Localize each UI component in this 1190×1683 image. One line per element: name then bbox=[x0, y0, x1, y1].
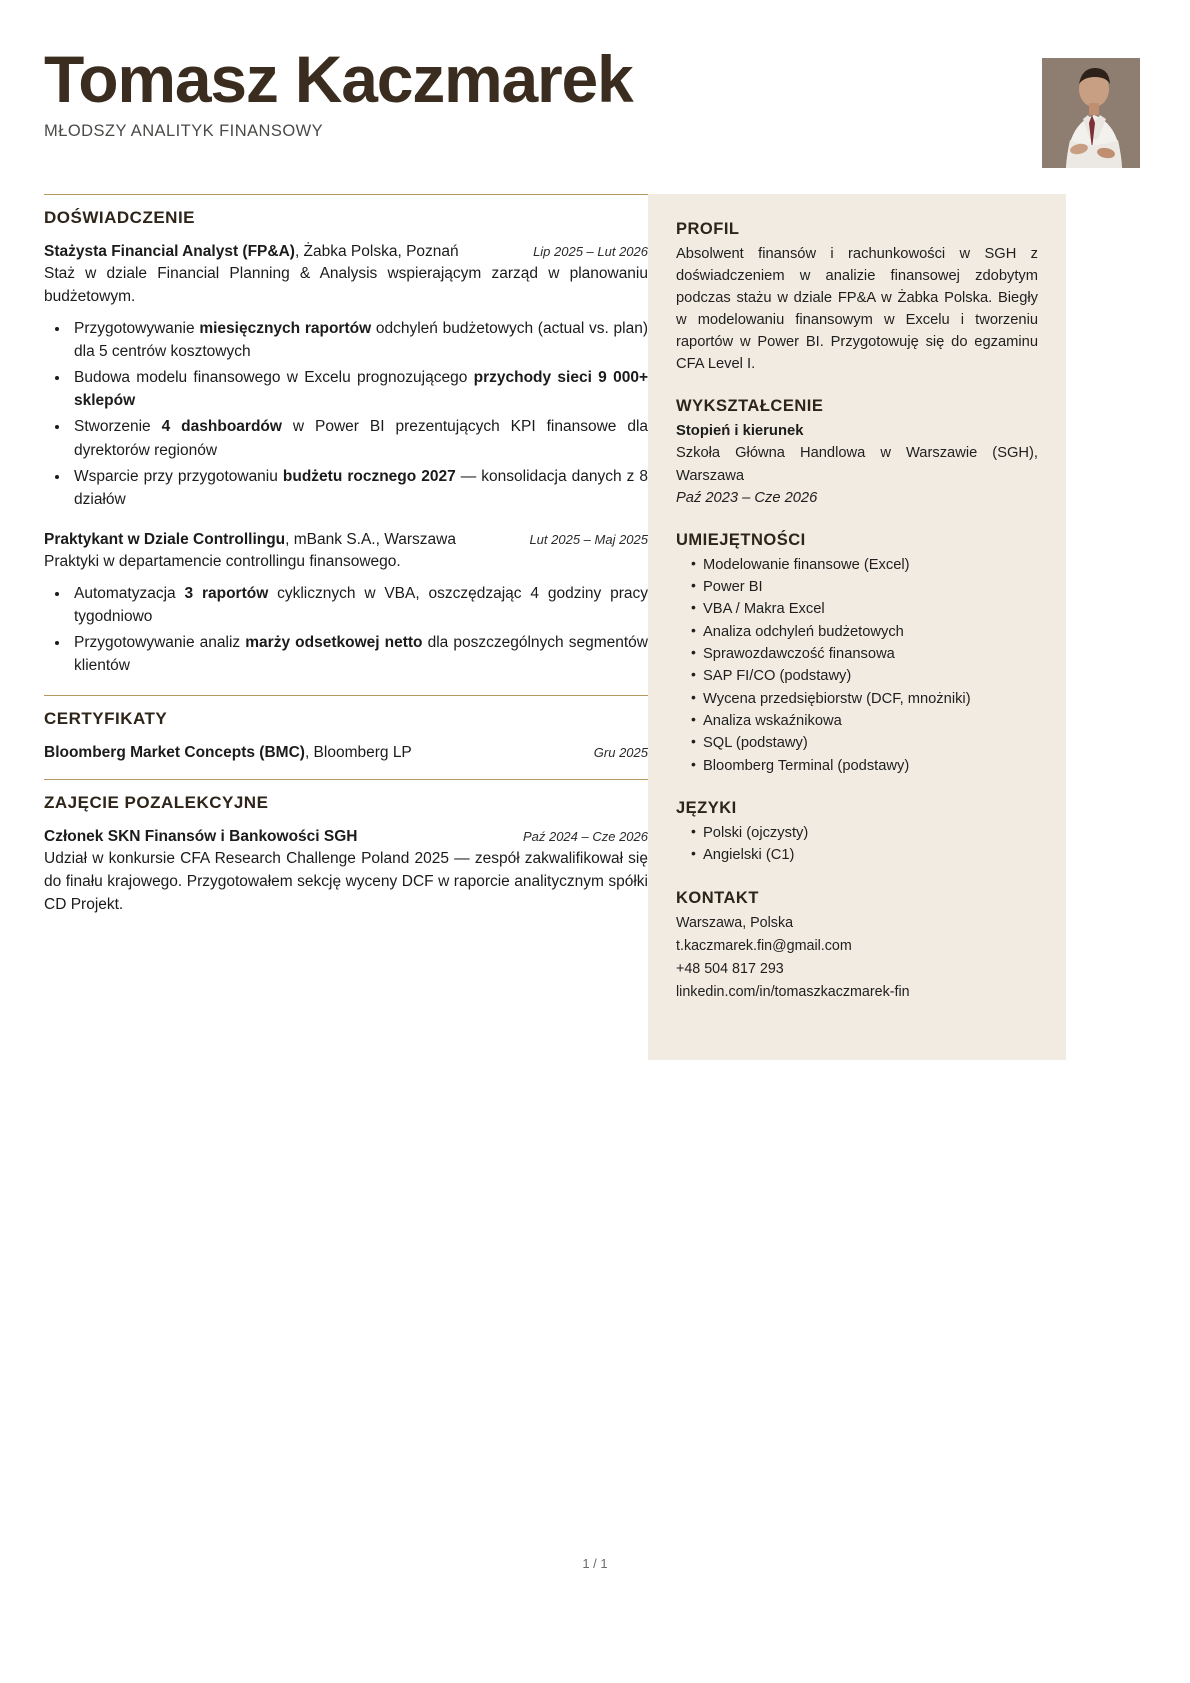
entry-bullets bbox=[44, 582, 648, 677]
contact-linkedin[interactable]: linkedin.com/in/tomaszkaczmarek-fin bbox=[676, 984, 910, 1001]
section-certificates bbox=[44, 695, 648, 764]
bullet-pre: Przygotowywanie bbox=[74, 320, 200, 338]
bullet-post: dla poszczególnych segmentów klientów bbox=[74, 634, 648, 675]
bullet-item bbox=[70, 366, 648, 412]
language-item: • Polski (ojczysty) bbox=[691, 822, 1038, 844]
resume-body bbox=[0, 194, 1190, 1060]
entry-date: Paź 2024 – Cze 2026 bbox=[522, 828, 648, 844]
section-experience bbox=[44, 194, 648, 677]
sidebar-title-languages: JĘZYKI bbox=[676, 799, 737, 818]
bullet-pre: Automatyzacja bbox=[74, 585, 185, 603]
skill-item: • Modelowanie finansowe (Excel) bbox=[691, 554, 1038, 576]
certificate-name: Bloomberg Market Concepts (BMC) bbox=[44, 744, 305, 762]
bullet-pre: Przygotowywanie analiz bbox=[74, 634, 246, 652]
skill-item: • SAP FI/CO (podstawy) bbox=[691, 665, 1038, 687]
section-title-experience: DOŚWIADCZENIE bbox=[44, 208, 195, 227]
entry-date: Lut 2025 – Maj 2025 bbox=[529, 531, 648, 547]
contact-email[interactable]: t.kaczmarek.fin@gmail.com bbox=[676, 937, 852, 954]
entry-title bbox=[44, 241, 459, 263]
activity-name: Członek SKN Finansów i Bankowości SGH bbox=[44, 827, 358, 845]
bullet-bold: budżetu rocznego 2027 bbox=[282, 467, 456, 485]
bullet-post: cyklicznych w VBA, oszczędzając 4 godziny pracy tygodniowo bbox=[74, 585, 649, 626]
entry-role: Praktykant w Dziale Controllingu bbox=[44, 530, 286, 548]
entry-header bbox=[44, 742, 648, 764]
section-divider bbox=[44, 695, 648, 696]
entry-company: , Żabka Polska, Poznań bbox=[294, 243, 459, 260]
entry-header bbox=[44, 529, 648, 551]
experience-entry bbox=[44, 529, 648, 678]
profile-text: Absolwent finansów i rachunkowości w SGH z doświadczeniem w analizie finansowej zdobytym podczas stażu w dziale FP&A w Żabka Polska. Biegły w modelowaniu finansowym w Excelu i tworzeniu raportów w Power BI. Przygotowuję się do egzaminu CFA Level I. bbox=[676, 246, 1038, 373]
skill-item: • Wycena przedsiębiorstw (DCF, mnożniki) bbox=[691, 688, 1038, 710]
bullet-item bbox=[70, 631, 648, 677]
bullet-bold: marży odsetkowej netto bbox=[245, 634, 423, 652]
sidebar-section-languages bbox=[676, 799, 1038, 867]
section-divider bbox=[44, 194, 648, 195]
candidate-name: Tomasz Kaczmarek bbox=[44, 42, 633, 116]
bullet-pre: Wsparcie przy przygotowaniu bbox=[74, 467, 283, 485]
skill-item: • VBA / Makra Excel bbox=[691, 598, 1038, 620]
entry-date: Lip 2025 – Lut 2026 bbox=[533, 244, 648, 259]
entry-title bbox=[44, 742, 412, 764]
skill-item: • Power BI bbox=[691, 576, 1038, 598]
sidebar-title-contact: KONTAKT bbox=[676, 888, 759, 907]
page-indicator: 1 / 1 bbox=[582, 1556, 608, 1571]
bullet-post: odchyleń budżetowych (actual vs. plan) dla 5 centrów kosztowych bbox=[74, 320, 648, 361]
bullet-bold: 4 dashboardów bbox=[161, 418, 282, 436]
bullet-pre: Budowa modelu finansowego w Excelu prognozującego bbox=[74, 369, 474, 387]
sidebar-section-profile bbox=[676, 220, 1038, 375]
extracurricular-entry bbox=[44, 826, 648, 917]
skills-list bbox=[676, 554, 1038, 777]
section-divider bbox=[44, 779, 648, 780]
entry-company: , mBank S.A., Warszawa bbox=[285, 530, 456, 548]
sidebar-title-education: WYKSZTAŁCENIE bbox=[676, 397, 824, 416]
sidebar-section-contact bbox=[676, 889, 1038, 1005]
entry-description: Praktyki w departamencie controllingu finansowego. bbox=[44, 553, 401, 571]
entry-description: Staż w dziale Financial Planning & Analysis wspierającym zarząd w planowaniu budżetowym. bbox=[44, 265, 648, 306]
bullet-item bbox=[70, 317, 648, 363]
bullet-bold: 3 raportów bbox=[184, 585, 269, 603]
entry-header bbox=[44, 826, 648, 848]
portrait-photo bbox=[1042, 58, 1140, 168]
skill-item: • Bloomberg Terminal (podstawy) bbox=[691, 755, 1038, 777]
entry-header bbox=[44, 241, 648, 263]
bullet-item bbox=[70, 465, 648, 511]
sidebar-title-skills: UMIEJĘTNOŚCI bbox=[676, 530, 806, 549]
languages-list bbox=[676, 822, 1038, 867]
sidebar-title-profile: PROFIL bbox=[676, 220, 740, 238]
education-date: Paź 2023 – Cze 2026 bbox=[676, 489, 818, 506]
entry-title bbox=[44, 826, 358, 848]
resume-header bbox=[0, 0, 1190, 168]
bullet-post: w Power BI prezentujących KPI finansowe dla dyrektorów regionów bbox=[74, 418, 649, 459]
portrait-illustration bbox=[1042, 58, 1140, 168]
bullet-post: — konsolidacja danych z 8 działów bbox=[74, 467, 648, 508]
entry-description: Udział w konkursie CFA Research Challenge Poland 2025 — zespół zakwalifikował się do finału krajowego. Przygotowałem sekcję wyceny DCF w raporcie analitycznym spółki CD Projekt. bbox=[44, 850, 648, 913]
experience-entry bbox=[44, 241, 648, 511]
education-degree: Stopień i kierunek bbox=[676, 423, 804, 440]
entry-bullets bbox=[44, 317, 648, 511]
bullet-bold: miesięcznych raportów bbox=[199, 320, 372, 338]
education-school: Szkoła Główna Handlowa w Warszawie (SGH), Warszawa bbox=[676, 445, 1038, 484]
contact-location: Warszawa, Polska bbox=[676, 914, 794, 931]
header-text-block bbox=[44, 42, 1042, 141]
sidebar-section-skills bbox=[676, 531, 1038, 777]
sidebar-section-education bbox=[676, 397, 1038, 508]
certificate-entry bbox=[44, 742, 648, 764]
skill-item: • Analiza wskaźnikowa bbox=[691, 710, 1038, 732]
entry-role: Stażysta Financial Analyst (FP&A) bbox=[44, 243, 295, 260]
section-title-certificates: CERTYFIKATY bbox=[44, 709, 168, 729]
bullet-pre: Stworzenie bbox=[74, 418, 162, 436]
bullet-item bbox=[70, 582, 648, 628]
skill-item: • SQL (podstawy) bbox=[691, 732, 1038, 754]
sidebar-column bbox=[648, 194, 1066, 1060]
entry-date: Gru 2025 bbox=[593, 745, 648, 761]
language-item: • Angielski (C1) bbox=[691, 844, 1038, 866]
certificate-issuer: , Bloomberg LP bbox=[304, 744, 412, 762]
section-title-extracurricular: ZAJĘCIE POZALEKCYJNE bbox=[44, 792, 269, 812]
entry-title bbox=[44, 529, 456, 551]
bullet-bold: przychody sieci 9 000+ sklepów bbox=[74, 369, 648, 410]
contact-phone[interactable]: +48 504 817 293 bbox=[676, 961, 784, 978]
skill-item: • Analiza odchyleń budżetowych bbox=[691, 621, 1038, 643]
skill-item: • Sprawozdawczość finansowa bbox=[691, 643, 1038, 665]
candidate-role: MŁODSZY ANALITYK FINANSOWY bbox=[44, 122, 324, 141]
section-extracurricular bbox=[44, 779, 648, 917]
main-column bbox=[0, 194, 648, 935]
bullet-item bbox=[70, 415, 648, 461]
